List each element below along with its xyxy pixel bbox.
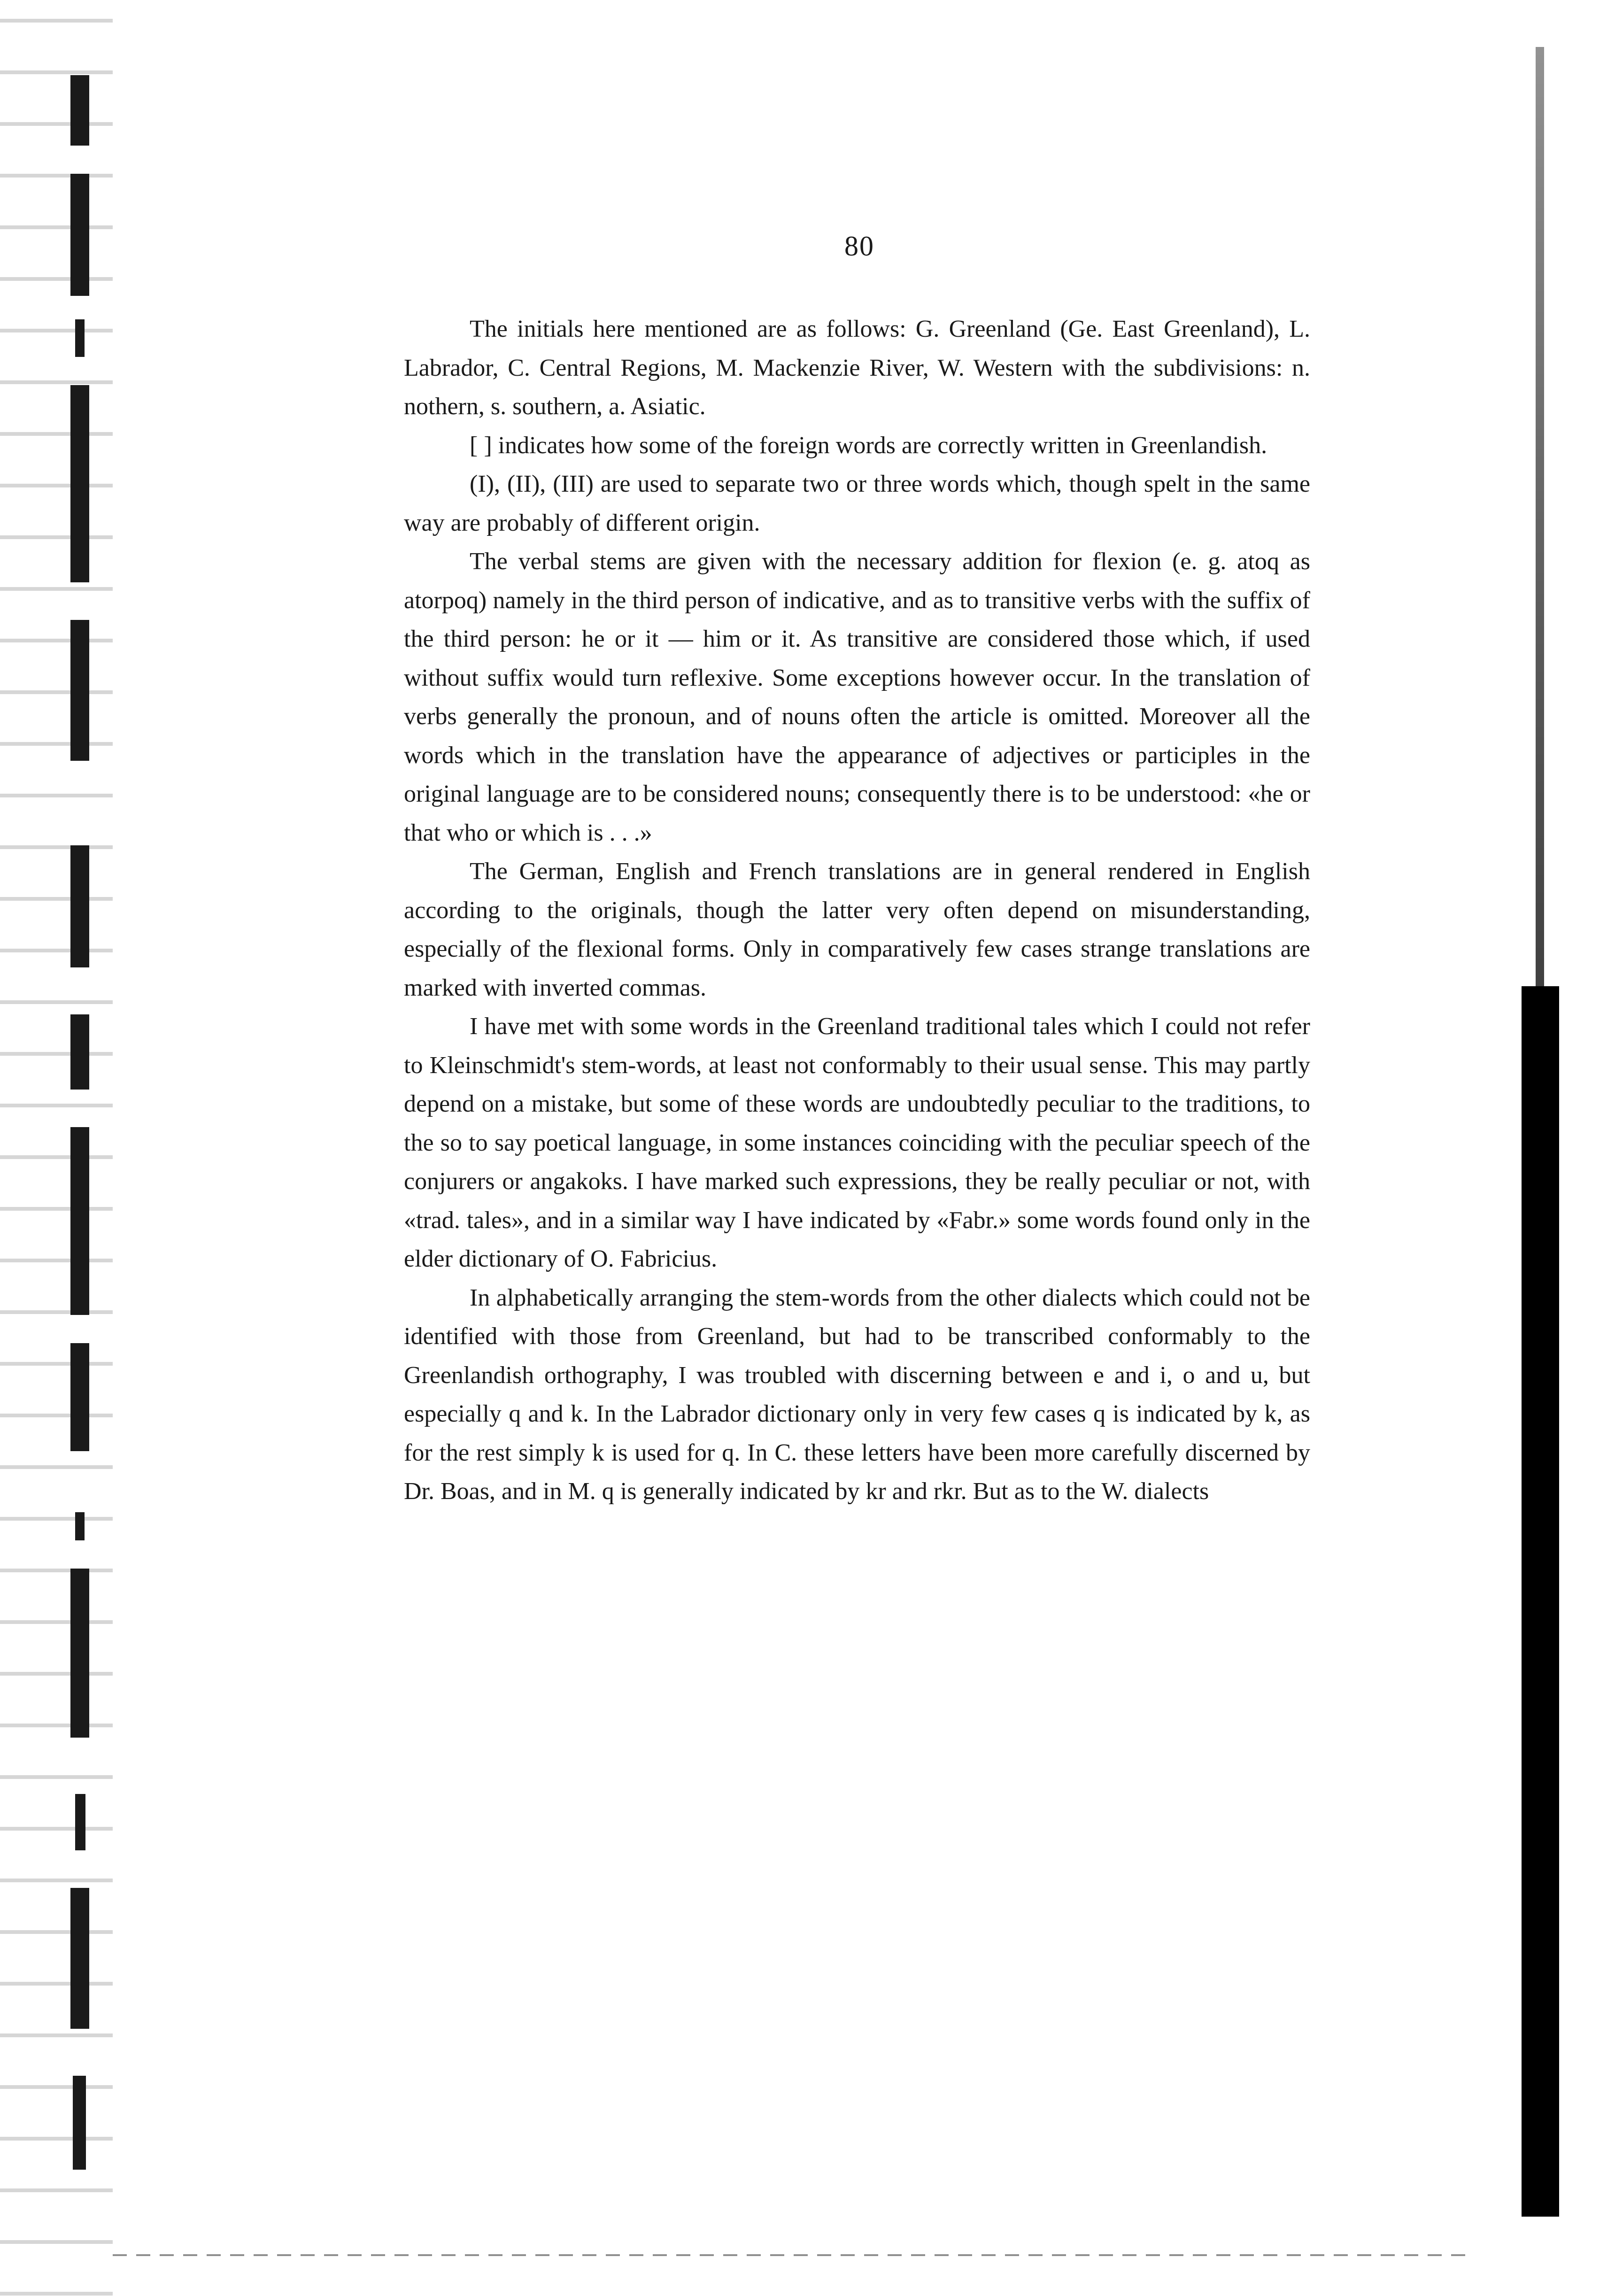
body-text	[404, 310, 1310, 1511]
paragraph-roman-numerals: (I), (II), (III) are used to separate two or three words which, though spelt in the same way are probably of different origin.	[404, 471, 1310, 536]
scan-right-edge	[1536, 47, 1544, 986]
scan-left-marks	[70, 56, 99, 2217]
scan-bottom-line	[113, 2254, 1475, 2256]
paragraph-translations: The German, English and French translations are in general rendered in English according to the originals, though the latter very often depend on misunderstanding, especially of the flexional forms. Only in comparatively few cases strange translations are marked with inverted commas.	[404, 858, 1310, 1001]
scan-right-bar	[1522, 986, 1559, 2217]
paragraph-brackets: [ ] indicates how some of the foreign words are correctly written in Greenlandish.	[470, 432, 1267, 459]
paragraph-initials: The initials here mentioned are as follows: G. Greenland (Ge. East Greenland), L. Labrador, C. Central Regions, M. Mackenzie River, W. Western with the subdivisions: n. nothern, s. southern, a. Asiatic.	[404, 316, 1310, 420]
page-number: 80	[844, 231, 874, 262]
paragraph-verbal-stems: The verbal stems are given with the necessary addition for flexion (e. g. atoq as atorpoq) namely in the third person of indicative, and as to transitive verbs with the suffix of the third person: he or it — him or it. As transitive are considered those which, if used without suffix would turn reflexive. Some exceptions however occur. In the translation of verbs generally the pronoun, and of nouns often the article is omitted. Moreover all the words which in the translation have the appearance of adjectives or participles in the original language are to be considered nouns; consequently there is to be understood: «he or that who or which is . . .»	[404, 548, 1310, 846]
paragraph-alphabetical: In alphabetically arranging the stem-words from the other dialects which could not be identified with those from Greenland, but had to be transcribed conformably to the Greenlandish orthography, I was troubled with discerning between e and i, o and u, but especially q and k. In the Labrador dictionary only in very few cases q is indicated by k, as for the rest simply k is used for q. In C. these letters have been more carefully discerned by Dr. Boas, and in M. q is generally indicated by kr and rkr. But as to the W. dialects	[404, 1284, 1310, 1505]
paragraph-traditional-tales: I have met with some words in the Greenland traditional tales which I could not refer to Kleinschmidt's stem-words, at least not conformably to their usual sense. This may partly depend on a mistake, but some of these words are undoubtedly peculiar to the traditions, to the so to say poetical language, in some instances coinciding with the peculiar speech of the conjurers or angakoks. I have marked such expressions, they be really peculiar or not, with «trad. tales», and in a similar way I have indicated by «Fabr.» some words found only in the elder dictionary of O. Fabricius.	[404, 1013, 1310, 1272]
